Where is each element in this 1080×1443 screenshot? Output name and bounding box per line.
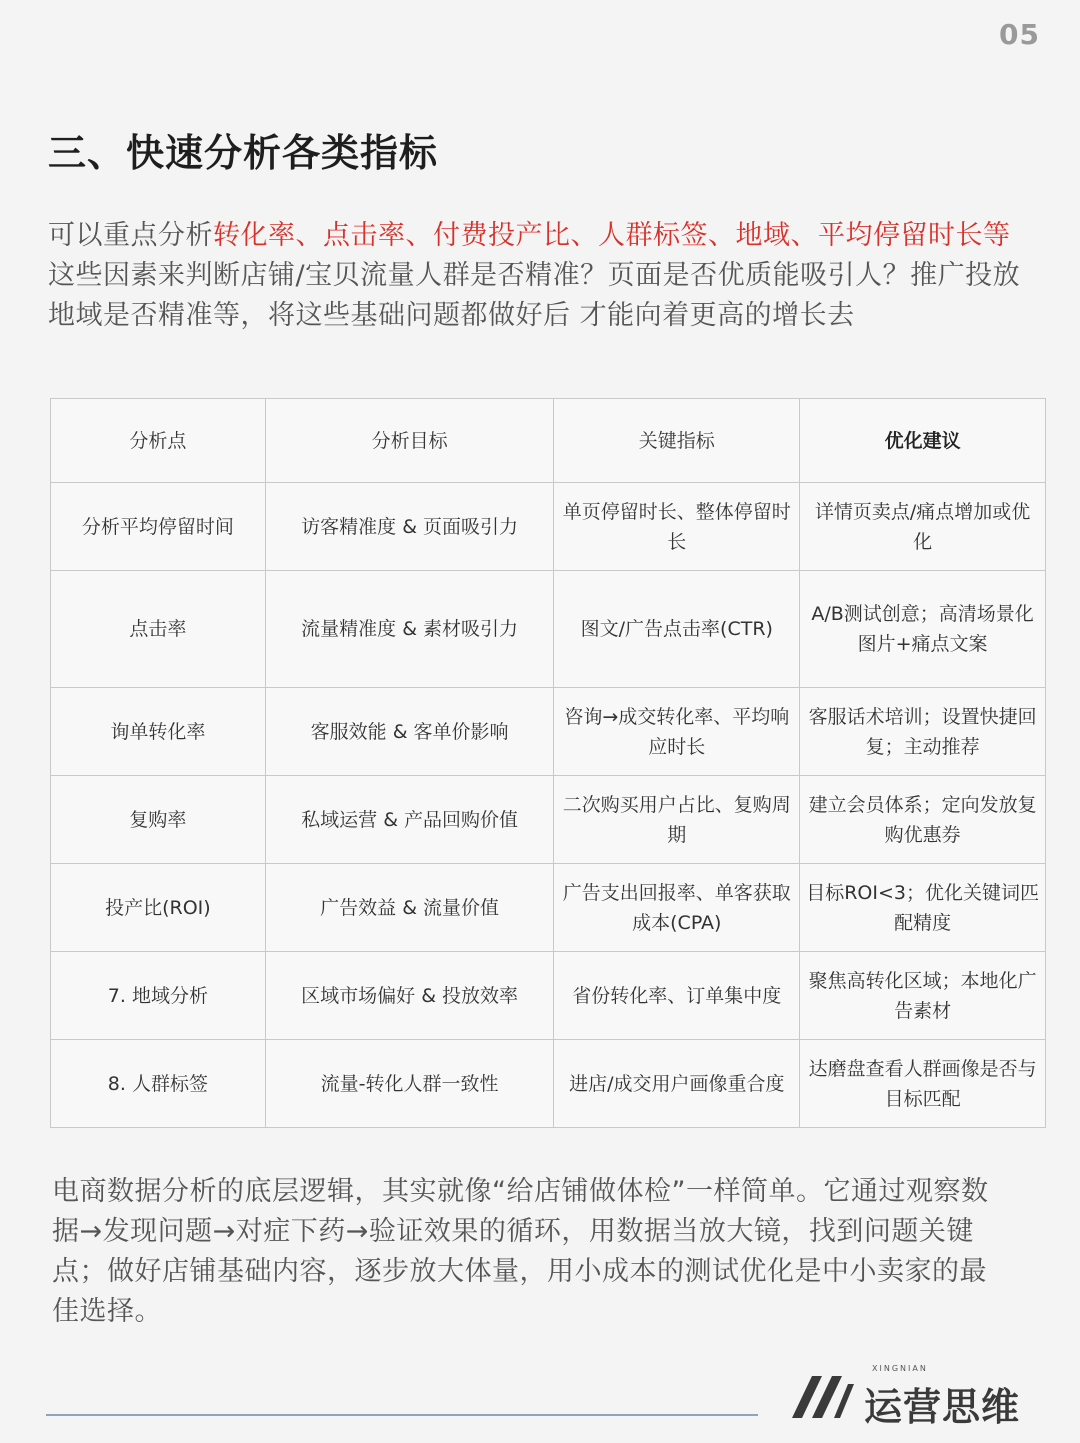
intro-text: 可以重点分析 <box>48 220 213 251</box>
cell-analysis-goal: 区域市场偏好 & 投放效率 <box>265 952 554 1040</box>
cell-analysis-point: 询单转化率 <box>51 688 266 776</box>
header-analysis-point: 分析点 <box>51 399 266 483</box>
section-title: 三、快速分析各类指标 <box>48 131 439 175</box>
cell-optimization: 聚焦高转化区域；本地化广告素材 <box>800 952 1046 1040</box>
intro-highlight: 转化率、点击率、付费投产比、人群标签、地域、平均停留时长等 <box>213 220 1011 251</box>
cell-optimization: 建立会员体系；定向发放复购优惠券 <box>800 776 1046 864</box>
conclusion-paragraph: 电商数据分析的底层逻辑，其实就像“给店铺做体检”一样简单。它通过观察数据→发现问题→对症下药→验证效果的循环，用数据当放大镜，找到问题关键点；做好店铺基础内容，逐步放大体量，用小成本的测试优化是中小卖家的最佳选择。 <box>52 1176 989 1327</box>
cell-analysis-goal: 访客精准度 & 页面吸引力 <box>265 483 554 571</box>
cell-optimization: 客服话术培训；设置快捷回复；主动推荐 <box>800 688 1046 776</box>
cell-key-metrics: 单页停留时长、整体停留时长 <box>554 483 800 571</box>
cell-optimization: 目标ROI<3；优化关键词匹配精度 <box>800 864 1046 952</box>
brand-logo <box>790 1362 1052 1429</box>
cell-key-metrics: 咨询→成交转化率、平均响应时长 <box>554 688 800 776</box>
header-optimization: 优化建议 <box>800 399 1046 483</box>
slash-m-logo-icon <box>790 1368 864 1420</box>
table-row <box>51 688 1046 776</box>
table-row <box>51 952 1046 1040</box>
table-row <box>51 776 1046 864</box>
cell-key-metrics: 广告支出回报率、单客获取成本(CPA) <box>554 864 800 952</box>
cell-analysis-point: 点击率 <box>51 571 266 688</box>
page-number: 05 <box>999 18 1040 51</box>
cell-analysis-point: 分析平均停留时间 <box>51 483 266 571</box>
table-row <box>51 864 1046 952</box>
cell-key-metrics: 省份转化率、订单集中度 <box>554 952 800 1040</box>
intro-text: 这些因素来判断店铺/宝贝流量人群是否精准？页面是否优质能吸引人？推广投放地域是否精准等，将这些基础问题都做好后 才能向着更高的增长去 <box>48 260 1021 331</box>
cell-key-metrics: 进店/成交用户画像重合度 <box>554 1040 800 1128</box>
cell-analysis-point: 8. 人群标签 <box>51 1040 266 1128</box>
cell-key-metrics: 二次购买用户占比、复购周期 <box>554 776 800 864</box>
cell-optimization: 达磨盘查看人群画像是否与目标匹配 <box>800 1040 1046 1128</box>
table-row <box>51 571 1046 688</box>
cell-optimization: 详情页卖点/痛点增加或优化 <box>800 483 1046 571</box>
table-header-row <box>51 399 1046 483</box>
cell-analysis-point: 7. 地域分析 <box>51 952 266 1040</box>
header-key-metrics: 关键指标 <box>554 399 800 483</box>
cell-analysis-goal: 广告效益 & 流量价值 <box>265 864 554 952</box>
cell-analysis-goal: 私域运营 & 产品回购价值 <box>265 776 554 864</box>
table-row <box>51 483 1046 571</box>
cell-analysis-goal: 客服效能 & 客单价影响 <box>265 688 554 776</box>
cell-analysis-point: 投产比(ROI) <box>51 864 266 952</box>
brand-small-text: XINGNIAN <box>872 1364 928 1373</box>
brand-name: 运营思维 <box>864 1385 1021 1429</box>
footer-divider <box>46 1414 758 1416</box>
table-row <box>51 1040 1046 1128</box>
cell-optimization: A/B测试创意；高清场景化图片+痛点文案 <box>800 571 1046 688</box>
cell-key-metrics: 图文/广告点击率(CTR) <box>554 571 800 688</box>
intro-paragraph <box>48 216 1033 336</box>
metrics-table <box>50 398 1046 1128</box>
cell-analysis-goal: 流量-转化人群一致性 <box>265 1040 554 1128</box>
cell-analysis-goal: 流量精准度 & 素材吸引力 <box>265 571 554 688</box>
header-analysis-goal: 分析目标 <box>265 399 554 483</box>
cell-analysis-point: 复购率 <box>51 776 266 864</box>
